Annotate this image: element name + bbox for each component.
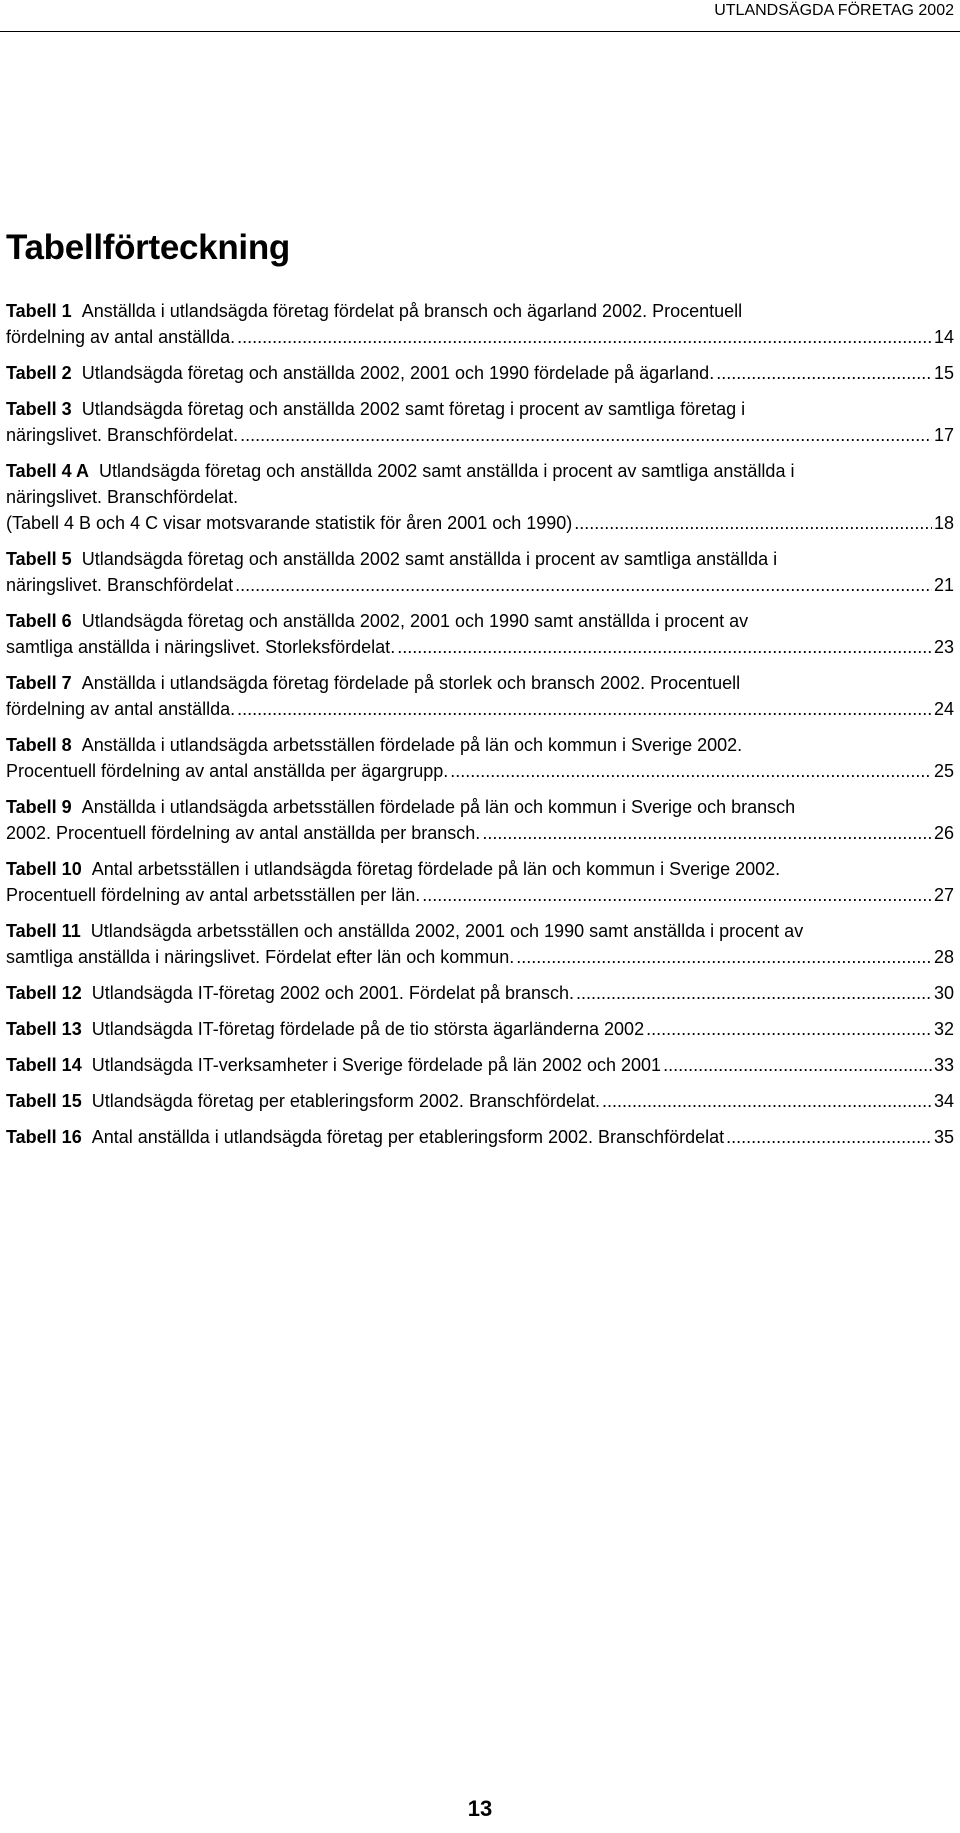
toc-entry-text: Utlandsägda företag och anställda 2002 samt företag i procent av samtliga företag i — [81, 399, 746, 419]
toc-entry-line — [6, 1052, 954, 1078]
toc-entry-label: Tabell 2 — [6, 363, 72, 383]
toc-entry-text: 2002. Procentuell fördelning av antal anställda per bransch. — [6, 823, 481, 843]
toc-entry-text: Anställda i utlandsägda arbetsställen fördelade på län och kommun i Sverige 2002. — [81, 735, 743, 755]
toc-entry-label: Tabell 10 — [6, 859, 82, 879]
toc-entry-line — [6, 484, 954, 510]
toc-entry[interactable] — [6, 856, 954, 908]
toc-entry-text: Utlandsägda företag och anställda 2002 samt anställda i procent av samtliga anställda i — [99, 461, 795, 481]
toc-entry-text: Utlandsägda företag och anställda 2002 samt anställda i procent av samtliga anställda i — [81, 549, 778, 569]
toc-entry-line — [6, 608, 954, 634]
toc-entry-text: Utlandsägda företag och anställda 2002, 2001 och 1990 samt anställda i procent av — [81, 611, 749, 631]
dot-leader — [663, 1052, 932, 1078]
toc-entry-line — [6, 546, 954, 572]
dot-leader — [482, 820, 932, 846]
dot-leader — [716, 360, 932, 386]
toc-entry-text: Procentuell fördelning av antal anställda per ägargrupp. — [6, 761, 449, 781]
dot-leader — [576, 980, 932, 1006]
toc-entry-line — [6, 458, 954, 484]
toc-entry-label: Tabell 3 — [6, 399, 72, 419]
dot-leader — [235, 572, 932, 598]
toc-entry-line — [6, 396, 954, 422]
toc-entry-text: näringslivet. Branschfördelat. — [6, 425, 239, 445]
toc-list — [6, 298, 954, 1150]
toc-entry-label: Tabell 12 — [6, 983, 82, 1003]
running-header — [0, 0, 960, 32]
toc-entry-line — [6, 856, 954, 882]
dot-leader — [646, 1016, 932, 1042]
toc-entry-line — [6, 1124, 954, 1150]
dot-leader — [237, 324, 932, 350]
toc-entry-page: 17 — [933, 425, 954, 445]
toc-entry-text: näringslivet. Branschfördelat. — [6, 487, 239, 507]
toc-entry-line — [6, 732, 954, 758]
toc-entry-label: Tabell 13 — [6, 1019, 82, 1039]
toc-entry-label: Tabell 16 — [6, 1127, 82, 1147]
toc-entry-line — [6, 696, 954, 722]
toc-entry-label: Tabell 14 — [6, 1055, 82, 1075]
toc-entry-line — [6, 980, 954, 1006]
page-title: Tabellförteckning — [6, 228, 291, 267]
toc-entry-line — [6, 670, 954, 696]
toc-entry-label: Tabell 5 — [6, 549, 72, 569]
toc-entry[interactable] — [6, 732, 954, 784]
dot-leader — [516, 944, 932, 970]
toc-entry-text: Antal anställda i utlandsägda företag per etableringsform 2002. Branschfördelat — [91, 1127, 725, 1147]
toc-entry-line — [6, 1016, 954, 1042]
toc-entry-line — [6, 1088, 954, 1114]
toc-entry-line — [6, 918, 954, 944]
dot-leader — [240, 422, 932, 448]
toc-entry-line — [6, 360, 954, 386]
toc-entry-text: samtliga anställda i näringslivet. Fördelat efter län och kommun. — [6, 947, 515, 967]
toc-entry-page: 32 — [933, 1019, 954, 1039]
toc-entry-text: fördelning av antal anställda. — [6, 699, 236, 719]
toc-entry-label: Tabell 11 — [6, 921, 81, 941]
toc-entry-page: 35 — [933, 1127, 954, 1147]
dot-leader — [237, 696, 932, 722]
toc-entry[interactable] — [6, 1124, 954, 1150]
toc-entry[interactable] — [6, 1052, 954, 1078]
toc-entry-line — [6, 820, 954, 846]
dot-leader — [422, 882, 932, 908]
toc-entry-line — [6, 298, 954, 324]
toc-entry-text: (Tabell 4 B och 4 C visar motsvarande statistik för åren 2001 och 1990) — [6, 513, 573, 533]
toc-entry-label: Tabell 1 — [6, 301, 72, 321]
toc-entry-page: 27 — [933, 885, 954, 905]
dot-leader — [726, 1124, 932, 1150]
toc-entry-page: 14 — [933, 327, 954, 347]
toc-entry-line — [6, 944, 954, 970]
toc-entry-text: Antal arbetsställen i utlandsägda företag fördelade på län och kommun i Sverige 2002. — [91, 859, 781, 879]
toc-entry-line — [6, 510, 954, 536]
toc-entry-text: näringslivet. Branschfördelat — [6, 575, 234, 595]
toc-entry-text: samtliga anställda i näringslivet. Storleksfördelat. — [6, 637, 396, 657]
running-header-text: UTLANDSÄGDA FÖRETAG 2002 — [714, 2, 954, 19]
toc-entry-text: fördelning av antal anställda. — [6, 327, 236, 347]
toc-entry[interactable] — [6, 458, 954, 536]
toc-entry-text: Procentuell fördelning av antal arbetsställen per län. — [6, 885, 421, 905]
toc-entry-page: 18 — [933, 513, 954, 533]
toc-entry-line — [6, 758, 954, 784]
toc-entry-text: Utlandsägda företag och anställda 2002, 2001 och 1990 fördelade på ägarland. — [81, 363, 715, 383]
toc-entry-label: Tabell 9 — [6, 797, 72, 817]
toc-entry-text: Utlandsägda IT-företag 2002 och 2001. Fördelat på bransch. — [91, 983, 575, 1003]
toc-entry-page: 34 — [933, 1091, 954, 1111]
toc-entry-page: 21 — [933, 575, 954, 595]
toc-entry-label: Tabell 4 A — [6, 461, 90, 481]
toc-entry[interactable] — [6, 360, 954, 386]
toc-entry-text: Utlandsägda IT-verksamheter i Sverige fördelade på län 2002 och 2001 — [91, 1055, 662, 1075]
toc-entry-page: 33 — [933, 1055, 954, 1075]
toc-entry-line — [6, 422, 954, 448]
toc-entry-page: 26 — [933, 823, 954, 843]
toc-entry-label: Tabell 15 — [6, 1091, 82, 1111]
toc-entry[interactable] — [6, 670, 954, 722]
toc-entry-text: Anställda i utlandsägda företag fördelade på storlek och bransch 2002. Procentuell — [81, 673, 741, 693]
toc-entry-line — [6, 572, 954, 598]
toc-entry-text: Utlandsägda företag per etableringsform 2002. Branschfördelat. — [91, 1091, 601, 1111]
dot-leader — [397, 634, 932, 660]
toc-entry-label: Tabell 7 — [6, 673, 72, 693]
toc-entry-label: Tabell 8 — [6, 735, 72, 755]
toc-entry-line — [6, 882, 954, 908]
toc-entry-text: Anställda i utlandsägda arbetsställen fördelade på län och kommun i Sverige och bransch — [81, 797, 796, 817]
toc-entry-line — [6, 634, 954, 660]
toc-entry[interactable] — [6, 608, 954, 660]
page-number: 13 — [467, 1796, 493, 1821]
toc-entry-text: Utlandsägda arbetsställen och anställda 2002, 2001 och 1990 samt anställda i procent av — [90, 921, 804, 941]
toc-entry-text: Utlandsägda IT-företag fördelade på de tio största ägarländerna 2002 — [91, 1019, 645, 1039]
toc-entry-page: 23 — [933, 637, 954, 657]
toc-entry[interactable] — [6, 980, 954, 1006]
toc-entry-page: 28 — [933, 947, 954, 967]
toc-entry[interactable] — [6, 794, 954, 846]
toc-entry-line — [6, 324, 954, 350]
toc-entry-label: Tabell 6 — [6, 611, 72, 631]
toc-entry-text: Anställda i utlandsägda företag fördelat på bransch och ägarland 2002. Procentuell — [81, 301, 743, 321]
toc-entry-page: 24 — [933, 699, 954, 719]
toc-entry[interactable] — [6, 396, 954, 448]
toc-entry-page: 15 — [933, 363, 954, 383]
dot-leader — [450, 758, 932, 784]
toc-entry[interactable] — [6, 546, 954, 598]
toc-entry[interactable] — [6, 298, 954, 350]
toc-entry[interactable] — [6, 918, 954, 970]
dot-leader — [574, 510, 932, 536]
toc-entry-line — [6, 794, 954, 820]
toc-entry[interactable] — [6, 1088, 954, 1114]
toc-entry-page: 30 — [933, 983, 954, 1003]
toc-entry-page: 25 — [933, 761, 954, 781]
dot-leader — [602, 1088, 932, 1114]
toc-entry[interactable] — [6, 1016, 954, 1042]
